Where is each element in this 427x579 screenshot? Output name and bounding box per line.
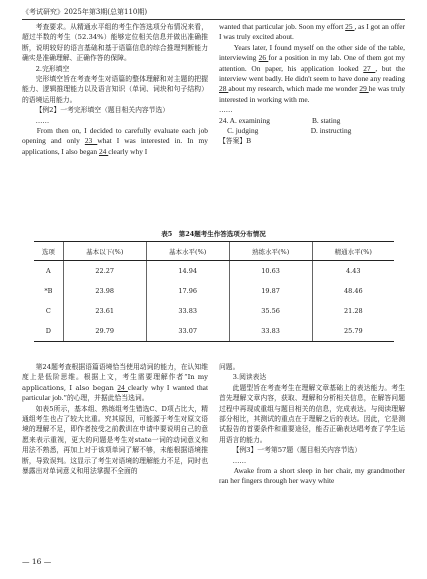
column-header: 熟练水平(%): [229, 242, 312, 261]
column-header: 选项: [34, 242, 63, 261]
paragraph: [22, 362, 208, 404]
table-cell: 48.46: [312, 281, 394, 301]
table-cell: 25.79: [312, 321, 394, 342]
column-header: 基本水平(%): [146, 242, 229, 261]
answer-label: 【答案】B: [219, 137, 252, 146]
paragraph: 问题。: [219, 363, 240, 371]
passage-segment: wanted that particular job. Soon my effort: [219, 22, 346, 31]
table-cell: 29.79: [63, 321, 146, 342]
example-label: 【例3】一考第57题（题目相关内容节选）: [232, 446, 362, 455]
left-column-bottom: [22, 362, 208, 476]
passage-segment: , as I got an offer I was truly excited about.: [219, 22, 405, 42]
table-cell: 10.63: [229, 261, 312, 282]
section-heading: 3.阅读表达: [232, 373, 267, 382]
blank-25: 25: [345, 22, 355, 31]
passage-text: [22, 126, 208, 157]
table-cell: 14.94: [146, 261, 229, 282]
left-column-top: [22, 22, 208, 157]
blank-24: 24: [98, 146, 109, 156]
right-column-top: [219, 22, 405, 147]
paragraph-segment: 第24题考查根据语篇语境恰当使用动词的能力，在认知维度上是低阶思维。根据上文，考生需要理解作者“In my applications, I also began: [22, 363, 208, 392]
table-cell: 17.96: [146, 281, 229, 301]
blank-28: 28: [219, 84, 229, 94]
option-b: B. stating: [312, 115, 341, 125]
column-header: 精通水平(%): [312, 242, 394, 261]
table-cell: 23.98: [63, 281, 146, 301]
ellipsis: ……: [219, 106, 233, 115]
paragraph: 考查要求。从精通水平组的考生作答选项分布情况来看，超过半数的考生（52.34%）能够定位相关信息并做出准确推断，说明较好的语言基础和基于语篇信息的综合推理判断能力确实是准确理解、正确作答的保障。: [22, 23, 208, 63]
table-cell: 21.28: [312, 301, 394, 321]
passage-segment: about my research, which made me wonder: [228, 84, 360, 94]
paragraph-segment: clearly why I wanted that particular job.: [22, 382, 209, 403]
blank-23: 23: [84, 136, 98, 146]
passage-text: Awake from a short sleep in her chair, my grandmother ran her fingers through her wavy white: [219, 466, 405, 486]
right-column-bottom: [219, 362, 405, 487]
section-heading: 2.完形填空: [35, 64, 70, 73]
passage-segment: , but the interview went badly. He didn't seem to have done any reading: [219, 63, 405, 84]
example-label: 【例2】一考完形填空（题目相关内容节选）: [35, 106, 170, 115]
option-a: 24. A. examining: [219, 115, 270, 125]
passage-segment: From then on, I decided to carefully evaluate each job opening and only: [22, 126, 208, 146]
option-d: D. instructing: [310, 126, 352, 136]
blank-24-ref: 24: [117, 382, 128, 392]
blank-26: 26: [258, 53, 269, 63]
data-table: [34, 241, 394, 342]
passage-segment: clearly why I: [108, 146, 148, 156]
paragraph: 此题型旨在考查考生在理解文章基础上的表达能力。考生首先理解文章内容，获取、理解和分析相关信息，在解答问题过程中再现或重组与题目相关的信息，完成表达。与阅读理解部分相比，其测试的重点在于理解之后的表达。因此，它是测试报告的首要条件和重要途径，能否正确表达唱考查了学生运用语言的能力。: [219, 383, 405, 444]
table-cell: D: [34, 321, 63, 342]
blank-29: 29: [359, 84, 369, 94]
table-title: 表5 第24题考生作答选项分布情况: [161, 230, 266, 238]
header-rule: [22, 19, 405, 20]
table-cell: 23.61: [63, 301, 146, 321]
table-row: [34, 261, 394, 282]
passage-text: [219, 22, 405, 43]
column-header: 基本以下(%): [63, 242, 146, 261]
table-cell: 19.87: [229, 281, 312, 301]
question-24-options: [219, 126, 405, 136]
table-cell: 33.83: [229, 321, 312, 342]
table-cell: 33.83: [146, 301, 229, 321]
table-cell: A: [46, 267, 51, 275]
page-number: — 16 —: [22, 557, 52, 566]
passage-text: [219, 43, 405, 105]
table-row: [34, 281, 394, 301]
passage-segment: Years later, I found myself on the other side of the table, interviewing: [219, 42, 405, 63]
table-row: [34, 321, 394, 342]
passage-segment: for a position in my lab. One of them got my attention. On paper, his application looked: [219, 53, 405, 73]
paragraph: 完形填空旨在考查考生对语篇的整体理解和对主题的把握能力、逻辑推理能力以及语言知识（单词、词块和句子结构）的语境运用能力。: [22, 75, 208, 104]
passage-segment: he was truly interested in working with me.: [219, 84, 405, 104]
ellipsis: ……: [35, 116, 50, 125]
table-cell: C: [45, 307, 51, 315]
blank-27: 27: [363, 63, 376, 73]
table-row: [34, 301, 394, 321]
table-cell: 22.27: [63, 261, 146, 282]
ellipsis: ……: [232, 456, 247, 465]
journal-header: 《考试研究》2025年第3期(总第110期): [22, 8, 148, 16]
table-cell: 35.56: [229, 301, 312, 321]
paragraph-segment: ”的心理，并据此恰当选词。: [63, 394, 149, 403]
table-header-row: [34, 242, 394, 261]
table-cell: *B: [44, 287, 53, 295]
paragraph: 如表5所示，基本组、熟练组考生错选C、D项占比大，精通组考生也占了较大比重。究其原因，可能源于考生对原文语境的理解不足，即作者按受之前教训在申请中要说明自己的意愿来表示重视，更大的问题是考生对state一词的动词意义和用法不熟悉，再加上对于该项单词了解不够，未能根据语境推断，导致误判。这显示了考生对语境的理解能力不足，同时也暴露出对单词意义和用法掌握不全面的: [22, 404, 208, 476]
question-24: [219, 116, 405, 126]
passage-segment: what I was interested in. In my applications, I also began: [22, 136, 208, 156]
table-cell: 4.43: [312, 261, 394, 282]
table-cell: 33.07: [146, 321, 229, 342]
option-c: C. judging: [227, 126, 259, 136]
